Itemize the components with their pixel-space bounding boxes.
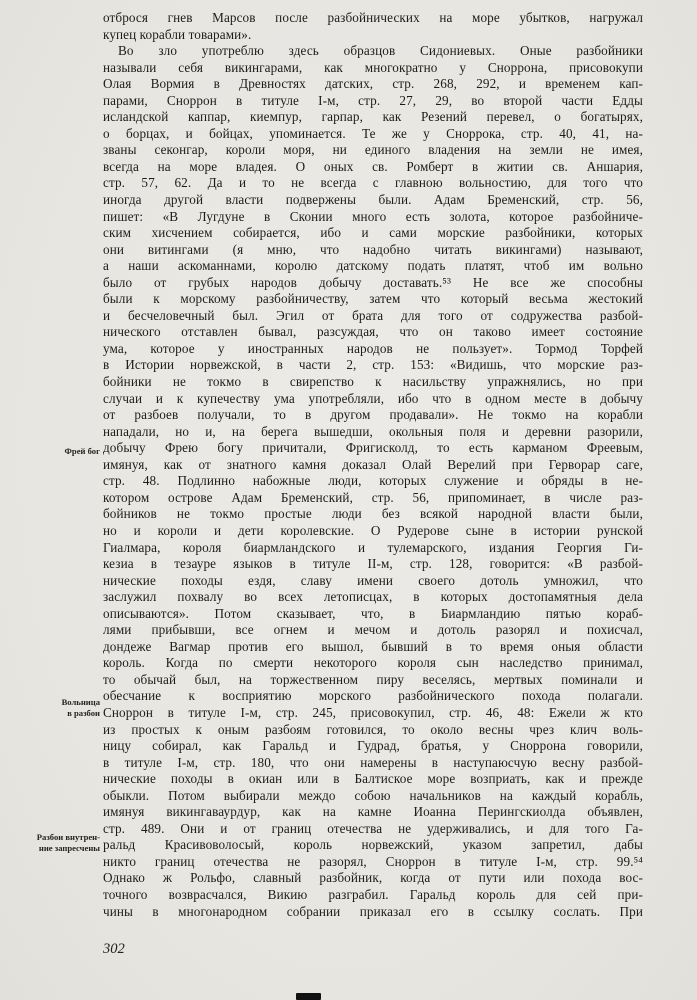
margin-note-line: Разбои внутрен-	[36, 832, 100, 842]
text-line: добычу Фрею богу причитали, Фригисколд, то есть карманом Фреевым,	[103, 440, 643, 456]
text-line: никто границ отечества не разорял, Сноррон в титуле I-м, стр. 99.⁵⁴	[103, 853, 643, 869]
text-line: но и короли и дети королевские. О Рудерове сыне в истории рунской	[103, 522, 643, 538]
text-line: и бесчеловечный был. Эгил от брата для того от содружества разбой-	[103, 307, 643, 323]
text-line: стр. 57, 62. Да и то не всегда с главною вольностию, для того что	[103, 175, 643, 191]
text-line: имянуя, как от знатного камня доказал Олай Верелий при Герворар саге,	[103, 456, 643, 472]
margin-note-line: ние запресчены	[38, 842, 100, 853]
text-line: всегда на море владея. О оных св. Ромберт в житии св. Аншария,	[103, 158, 643, 174]
text-line: описываются». Потом сказывает, что, в Биармландию пятью кораб-	[103, 605, 643, 621]
text-line: Олая Вормия в Древностях датских, стр. 268, 292, и временем кап-	[103, 76, 643, 92]
text-line: обесчание к восприятию морского разбойнического похода полагали.	[103, 688, 643, 704]
margin-note-razboi-zapreshcheny	[4, 832, 100, 854]
text-line: а наши аскоманнами, королю датскому подать платят, чтоб им вольно	[103, 258, 643, 274]
text-line: отброся гнев Марсов после разбойнических на море убытков, нагружал	[103, 10, 643, 25]
text-line: Во зло употреблю здесь образцов Сидониевых. Оные разбойники	[118, 43, 643, 59]
text-line: Гиалмара, короля биармландского и тулемарского, издания Георгия Ги-	[103, 539, 643, 555]
margin-note-line: Фрей бог	[64, 446, 100, 456]
page-number: 302	[103, 941, 125, 957]
text-line: Однако ж Рольфо, славный разбойник, когда от пути или похода вос-	[103, 870, 643, 886]
text-line: в титуле I-м, стр. 180, что они намерены в наступаюсчую весну разбой-	[103, 754, 643, 770]
margin-note-line: Вольница	[61, 697, 100, 707]
text-line: нические походы ездя, славу имени своего дотоль умножил, что	[103, 572, 643, 588]
text-line: из простых к оным разбоям готовился, то около весны чрез клич воль-	[103, 721, 643, 737]
text-line: ральд Красивоволосый, король норвежский, указом запретил, дабы	[103, 837, 643, 853]
text-line: они витингами (я мню, что надобно читать викингами) называют,	[103, 241, 643, 257]
text-line: стр. 48. Подлинно набожные люди, которых служение и обряды в не-	[103, 473, 643, 489]
text-line: от разбоев получали, то в другом продавали». Не токмо на корабли	[103, 407, 643, 423]
text-line: обыкли. Потом выбирали междо собою начальников на каждый корабль,	[103, 787, 643, 803]
text-line: точного возврасчался, Викию разграбил. Гаральд король для сей при-	[103, 886, 643, 902]
text-line: парами, Сноррон в титуле I-м, стр. 27, 29, во второй части Едды	[103, 92, 643, 108]
text-line: имянуя викингаваурдур, как на камне Иоанна Перингскиолда объявлен,	[103, 804, 643, 820]
text-line: чины в многонародном собрании приказал его в ссылку сослать. При	[103, 903, 643, 919]
text-line: званы секонгар, короли моря, ни единого владения на земли не имея,	[103, 142, 643, 158]
text-line: исландской каппар, киемпур, гарпар, как Резений перевел, о богатырях,	[103, 109, 643, 125]
text-line: пишет: «В Лугдуне в Сконии много есть золота, которое разбойниче-	[103, 208, 643, 224]
text-line: лями прибывши, все огнем и мечом и дотоль разорял и похисчал,	[103, 622, 643, 638]
text-line: иногда другой власти подвержены были. Адам Бременский, стр. 56,	[103, 192, 643, 208]
margin-note-line: в разбои	[67, 707, 100, 718]
text-line: заслужил похвалу во всех летописцах, в которых достопамятныя дела	[103, 589, 643, 605]
margin-note-frey-bog	[4, 446, 100, 457]
text-line: то обычай был, на торжественном пиру веселясь, мертвых поминали и	[103, 671, 643, 687]
text-line: бойников не токмо простые люди без всякой народной власти были,	[103, 506, 643, 522]
text-line: ницу собирал, как Гаральд и Гудрад, братья, у Сноррона говорили,	[103, 738, 643, 754]
text-line: ским хисчением собирается, ибо и сами морские разбойники, которых	[103, 225, 643, 241]
text-line: были к морскому разбойничеству, затем что который весьма жестокий	[103, 291, 643, 307]
text-line: кезиа в тезауре языков в титуле II-м, стр. 128, говорится: «В разбой-	[103, 556, 643, 572]
text-line: нападали, но и, на берега вышедши, окольныя поля и деревни разорили,	[103, 423, 643, 439]
text-line: Сноррон в титуле I-м, стр. 245, присовокупил, стр. 46, 48: Ежели ж кто	[103, 704, 643, 720]
text-line: король. Когда по смерти некоторого короля сын наследство принимал,	[103, 655, 643, 671]
scan-artifact-mark	[296, 993, 321, 1000]
text-line: о борцах, и бойцах, упоминается. Те же у Сноррока, стр. 40, 41, на-	[103, 125, 643, 141]
text-line: случаи и к купечеству ума употребляли, ибо что в одном месте в добычу	[103, 390, 643, 406]
text-line: дондеже Вагмар против его вышол, бывший в то время оныя области	[103, 638, 643, 654]
text-line: стр. 489. Они и от границ отечества не удерживались, и для того Га-	[103, 820, 643, 836]
body-text	[103, 10, 643, 920]
text-line: было от грубых народов добычу доставать.⁵³ Не все же способны	[103, 274, 643, 290]
text-line: бойники не токмо в свирепство к насильству упражнялись, но при	[103, 374, 643, 390]
text-line: в Истории норвежской, в части 2, стр. 153: «Видишь, что морские раз-	[103, 357, 643, 373]
text-line: называли себя викингарами, как многократно у Сноррона, присовокупи	[103, 59, 643, 75]
text-line: котором острове Адам Бременский, стр. 56, припоминает, в числе раз-	[103, 489, 643, 505]
text-line: нические походы в окиан или в Балтиское море возприать, как и прежде	[103, 771, 643, 787]
text-line: нического отставлен бывал, разсуждая, что он таково имеет состояние	[103, 324, 643, 340]
text-line: купец корабли товарами».	[103, 26, 252, 42]
text-line: ума, которое у иностранных народов не пользует». Тормод Торфей	[103, 340, 643, 356]
margin-note-volnitsa	[4, 697, 100, 719]
